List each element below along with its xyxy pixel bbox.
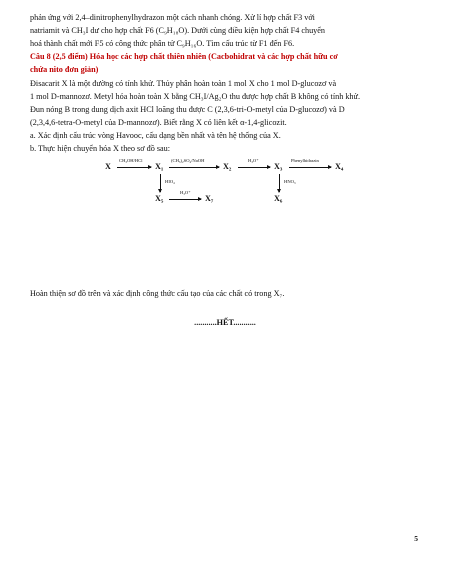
arrow-7 bbox=[169, 199, 201, 200]
node-x1: X₁ bbox=[155, 162, 164, 171]
paragraph-line-3: Đun nóng B trong dung dịch axit HCl loãng thu được C (2,3,6-tri-O-metyl của D-glucozơ) và D bbox=[30, 105, 345, 114]
text-line-2: natriamit và CH₃I dư cho hợp chất F6 (C₉H₁₈O). Dưới cùng điều kiện hợp chất F4 chuyển bbox=[30, 26, 325, 35]
reagent-5: HIO₄ bbox=[165, 179, 175, 184]
arrow-5 bbox=[160, 174, 161, 192]
question-a: a. Xác định cấu trúc vòng Havooc, cấu dạng bền nhất và tên hệ thống của X. bbox=[30, 131, 281, 140]
question-b: b. Thực hiện chuyển hóa X theo sơ đồ sau: bbox=[30, 144, 171, 153]
reagent-2: (CH₃)₂SO₄/NaOH bbox=[171, 158, 205, 163]
page-number: 5 bbox=[414, 534, 418, 543]
arrow-3 bbox=[238, 167, 270, 168]
reagent-6: HNO₃ bbox=[284, 179, 296, 184]
question-8-title: Câu 8 (2,5 điểm) Hóa học các hợp chất thiên nhiên (Cacbohidrat và các hợp chất hữu cơ bbox=[30, 52, 338, 61]
arrow-6 bbox=[279, 174, 280, 192]
text-line-3: hoá thành chất mới F5 có công thức phân tử C₉H₁₆O. Tìm cấu trúc từ F1 đến F6. bbox=[30, 39, 295, 48]
node-x2: X₂ bbox=[223, 162, 232, 171]
node-x4: X₄ bbox=[335, 162, 344, 171]
paragraph-line-4: (2,3,4,6-tetra-O-metyl của D-mannozơ). Biết rằng X có liên kết α-1,4-glicozit. bbox=[30, 118, 287, 127]
text-line-1: phản ứng với 2,4–dinitrophenylhydrazon một cách nhanh chóng. Xử lí hợp chất F3 với bbox=[30, 13, 315, 22]
reagent-7: H₃O⁺ bbox=[180, 190, 191, 195]
arrow-1 bbox=[117, 167, 151, 168]
node-x6: X₆ bbox=[274, 194, 283, 203]
arrow-2 bbox=[169, 167, 219, 168]
reagent-1: CH₃OH/HCl bbox=[119, 158, 143, 163]
reagent-3: H₃O⁺ bbox=[248, 158, 259, 163]
reagent-4: Phenylhidrazin bbox=[291, 158, 319, 163]
arrow-4 bbox=[289, 167, 331, 168]
closing-question: Hoàn thiện sơ đồ trên và xác định công thức cấu tạo của các chất có trong X₇. bbox=[30, 289, 285, 298]
node-x: X bbox=[105, 162, 111, 171]
end-marker: ...........HẾT........... bbox=[194, 318, 256, 327]
reaction-scheme bbox=[95, 158, 355, 203]
node-x7: X₇ bbox=[205, 194, 214, 203]
question-8-title-cont: chứa nito đơn giản) bbox=[30, 65, 99, 74]
node-x5: X₅ bbox=[155, 194, 164, 203]
node-x3: X₃ bbox=[274, 162, 283, 171]
paragraph-line-2: 1 mol D-mannozơ. Metyl hóa hoàn toàn X bằng CH₃I/Ag₂O thu được hợp chất B không có tính khử. bbox=[30, 92, 361, 101]
paragraph-line-1: Đisacarit X là một đường có tính khử. Thủy phân hoàn toàn 1 mol X cho 1 mol D-glucozơ và bbox=[30, 79, 337, 88]
